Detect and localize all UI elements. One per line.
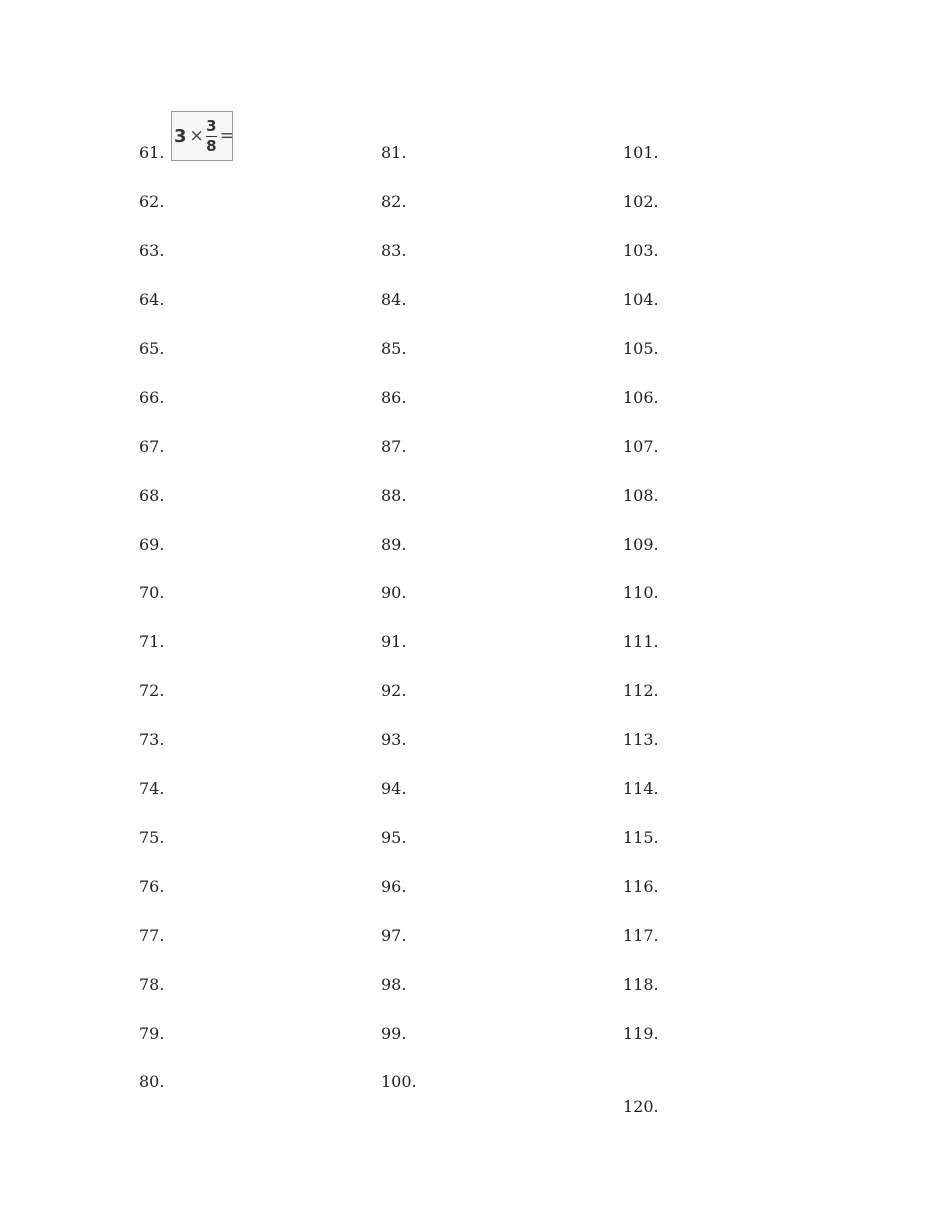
question-number: 103. xyxy=(623,241,659,260)
fraction-denominator: 8 xyxy=(206,136,217,155)
question-number: 63. xyxy=(139,241,165,260)
question-number: 89. xyxy=(381,535,407,554)
question-number: 113. xyxy=(623,730,659,749)
question-number: 97. xyxy=(381,926,407,945)
equation-equals: = xyxy=(219,126,235,146)
question-number: 96. xyxy=(381,877,407,896)
question-number: 85. xyxy=(381,339,407,358)
question-number: 99. xyxy=(381,1024,407,1043)
question-number: 116. xyxy=(623,877,659,896)
question-number: 101. xyxy=(623,143,659,162)
question-number: 117. xyxy=(623,926,659,945)
question-number: 66. xyxy=(139,388,165,407)
question-number: 84. xyxy=(381,290,407,309)
question-number: 88. xyxy=(381,486,407,505)
question-number: 70. xyxy=(139,583,165,602)
fraction-numerator: 3 xyxy=(206,116,217,135)
question-number: 83. xyxy=(381,241,407,260)
question-number: 80. xyxy=(139,1072,165,1091)
question-number: 120. xyxy=(623,1097,659,1116)
question-number: 93. xyxy=(381,730,407,749)
question-number: 78. xyxy=(139,975,165,994)
question-number: 67. xyxy=(139,437,165,456)
question-number: 104. xyxy=(623,290,659,309)
equation-fraction xyxy=(206,118,217,155)
question-number: 98. xyxy=(381,975,407,994)
equation-integer: 3 xyxy=(174,125,187,147)
question-number: 79. xyxy=(139,1024,165,1043)
question-number: 90. xyxy=(381,583,407,602)
question-number: 68. xyxy=(139,486,165,505)
question-number: 111. xyxy=(623,632,659,651)
question-number: 95. xyxy=(381,828,407,847)
question-number: 73. xyxy=(139,730,165,749)
question-number: 76. xyxy=(139,877,165,896)
equation-image xyxy=(171,111,233,161)
question-number: 114. xyxy=(623,779,659,798)
question-number: 72. xyxy=(139,681,165,700)
question-number: 105. xyxy=(623,339,659,358)
question-number: 100. xyxy=(381,1072,417,1091)
question-number: 91. xyxy=(381,632,407,651)
question-number: 112. xyxy=(623,681,659,700)
question-number: 115. xyxy=(623,828,659,847)
question-number: 75. xyxy=(139,828,165,847)
question-number: 87. xyxy=(381,437,407,456)
question-number: 69. xyxy=(139,535,165,554)
question-number: 107. xyxy=(623,437,659,456)
question-number: 119. xyxy=(623,1024,659,1043)
question-number: 109. xyxy=(623,535,659,554)
question-number: 64. xyxy=(139,290,165,309)
question-number: 92. xyxy=(381,681,407,700)
question-number: 106. xyxy=(623,388,659,407)
question-number: 108. xyxy=(623,486,659,505)
question-number: 110. xyxy=(623,583,659,602)
question-number: 65. xyxy=(139,339,165,358)
question-number: 81. xyxy=(381,143,407,162)
question-number: 94. xyxy=(381,779,407,798)
question-number: 102. xyxy=(623,192,659,211)
question-number: 118. xyxy=(623,975,659,994)
question-number: 86. xyxy=(381,388,407,407)
question-number: 71. xyxy=(139,632,165,651)
question-number: 62. xyxy=(139,192,165,211)
question-number: 82. xyxy=(381,192,407,211)
question-number: 77. xyxy=(139,926,165,945)
question-number: 74. xyxy=(139,779,165,798)
equation-operator: × xyxy=(189,126,204,146)
question-number: 61. xyxy=(139,143,165,162)
